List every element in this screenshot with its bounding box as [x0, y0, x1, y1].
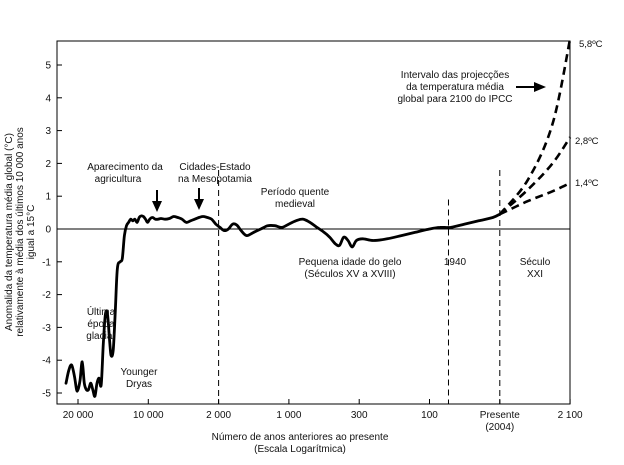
x-tick-label: 20 000	[62, 410, 94, 421]
annotation-ipcc-line-3: global para 2100 do IPCC	[397, 94, 513, 105]
series-line-projection	[500, 183, 570, 214]
annotation-younger-dryas-line-1: Younger	[120, 367, 158, 378]
annotation-1940: 1940	[443, 257, 467, 268]
annotation-medieval-line-1: Período quente	[260, 187, 330, 198]
x-tick-label: 2 000	[206, 410, 232, 421]
annotation-seculo-line-1: Século	[519, 257, 551, 268]
annotation-seculo-line-2: XXI	[526, 269, 544, 280]
annotation-agricultura-line-1: Aparecimento da	[87, 162, 163, 173]
x-tick-label: 1 000	[276, 410, 302, 421]
y-tick-label: -4	[42, 355, 51, 367]
y-tick-label: 3	[45, 126, 51, 138]
y-axis-title-line-3: igual a 15°C	[26, 204, 37, 260]
x-tick-label: 2 100	[557, 410, 583, 421]
annotation-little-ice-age-line-2: (Séculos XV a XVIII)	[304, 269, 396, 280]
y-axis-title-line-2: relativamente à média dos últimos 10 000 anos	[15, 127, 26, 337]
annotation-ipcc-line-1: Intervalo das projecções	[400, 70, 510, 81]
label-1-4c: 1,4ºC	[575, 178, 599, 189]
y-tick-label: 0	[45, 224, 51, 236]
annotation-younger-dryas-line-2: Dryas	[125, 379, 153, 390]
annotation-ipcc	[397, 70, 546, 105]
y-tick-label: 1	[45, 191, 51, 203]
y-tick-label: 5	[45, 60, 51, 72]
x-tick-label: Presente	[479, 410, 520, 421]
annotation-cidades-line-2: na Mesopotamia	[178, 174, 252, 185]
x-axis-title-line-2: (Escala Logarítmica)	[254, 444, 346, 455]
x-tick-label: 100	[421, 410, 438, 421]
annotation-cidades	[178, 162, 252, 210]
x-axis-title-line-1: Número de anos anteriores ao presente	[211, 432, 389, 443]
annotation-glacial-line-1: Última	[86, 307, 116, 318]
annotation-medieval-line-2: medieval	[274, 199, 316, 210]
y-tick-label: 2	[45, 158, 51, 170]
annotation-agricultura-line-2: agricultura	[94, 174, 142, 185]
annotation-ipcc-line-2: da temperatura média	[406, 82, 504, 93]
annotation-agricultura	[87, 162, 163, 212]
annotation-little-ice-age-line-1: Pequena idade do gelo	[298, 257, 402, 268]
x-tick-label: 10 000	[133, 410, 164, 421]
label-5-8c: 5,8ºC	[579, 39, 603, 50]
arrow-head-icon	[152, 201, 162, 212]
y-tick-label: -5	[42, 388, 51, 400]
y-axis-title	[4, 127, 37, 337]
y-axis-title-line-1: Anomalida da temperatura média global (°C)	[4, 133, 15, 331]
label-2-8c: 2,8ºC	[575, 136, 599, 147]
y-tick-label: -1	[42, 257, 51, 269]
y-axis-ticks	[42, 61, 62, 400]
x-tick-label: 300	[350, 410, 368, 421]
y-tick-label: -3	[42, 322, 51, 334]
y-tick-label: -2	[42, 290, 51, 302]
annotation-cidades-line-1: Cidades-Estado	[179, 162, 251, 173]
y-tick-label: 4	[45, 93, 51, 105]
arrow-head-icon	[194, 199, 204, 210]
annotation-glacial-line-2: época	[87, 319, 115, 330]
x-tick-sublabel: (2004)	[485, 422, 515, 433]
annotation-glacial-line-3: glaciar	[86, 331, 116, 342]
arrow-head-icon	[534, 82, 546, 92]
